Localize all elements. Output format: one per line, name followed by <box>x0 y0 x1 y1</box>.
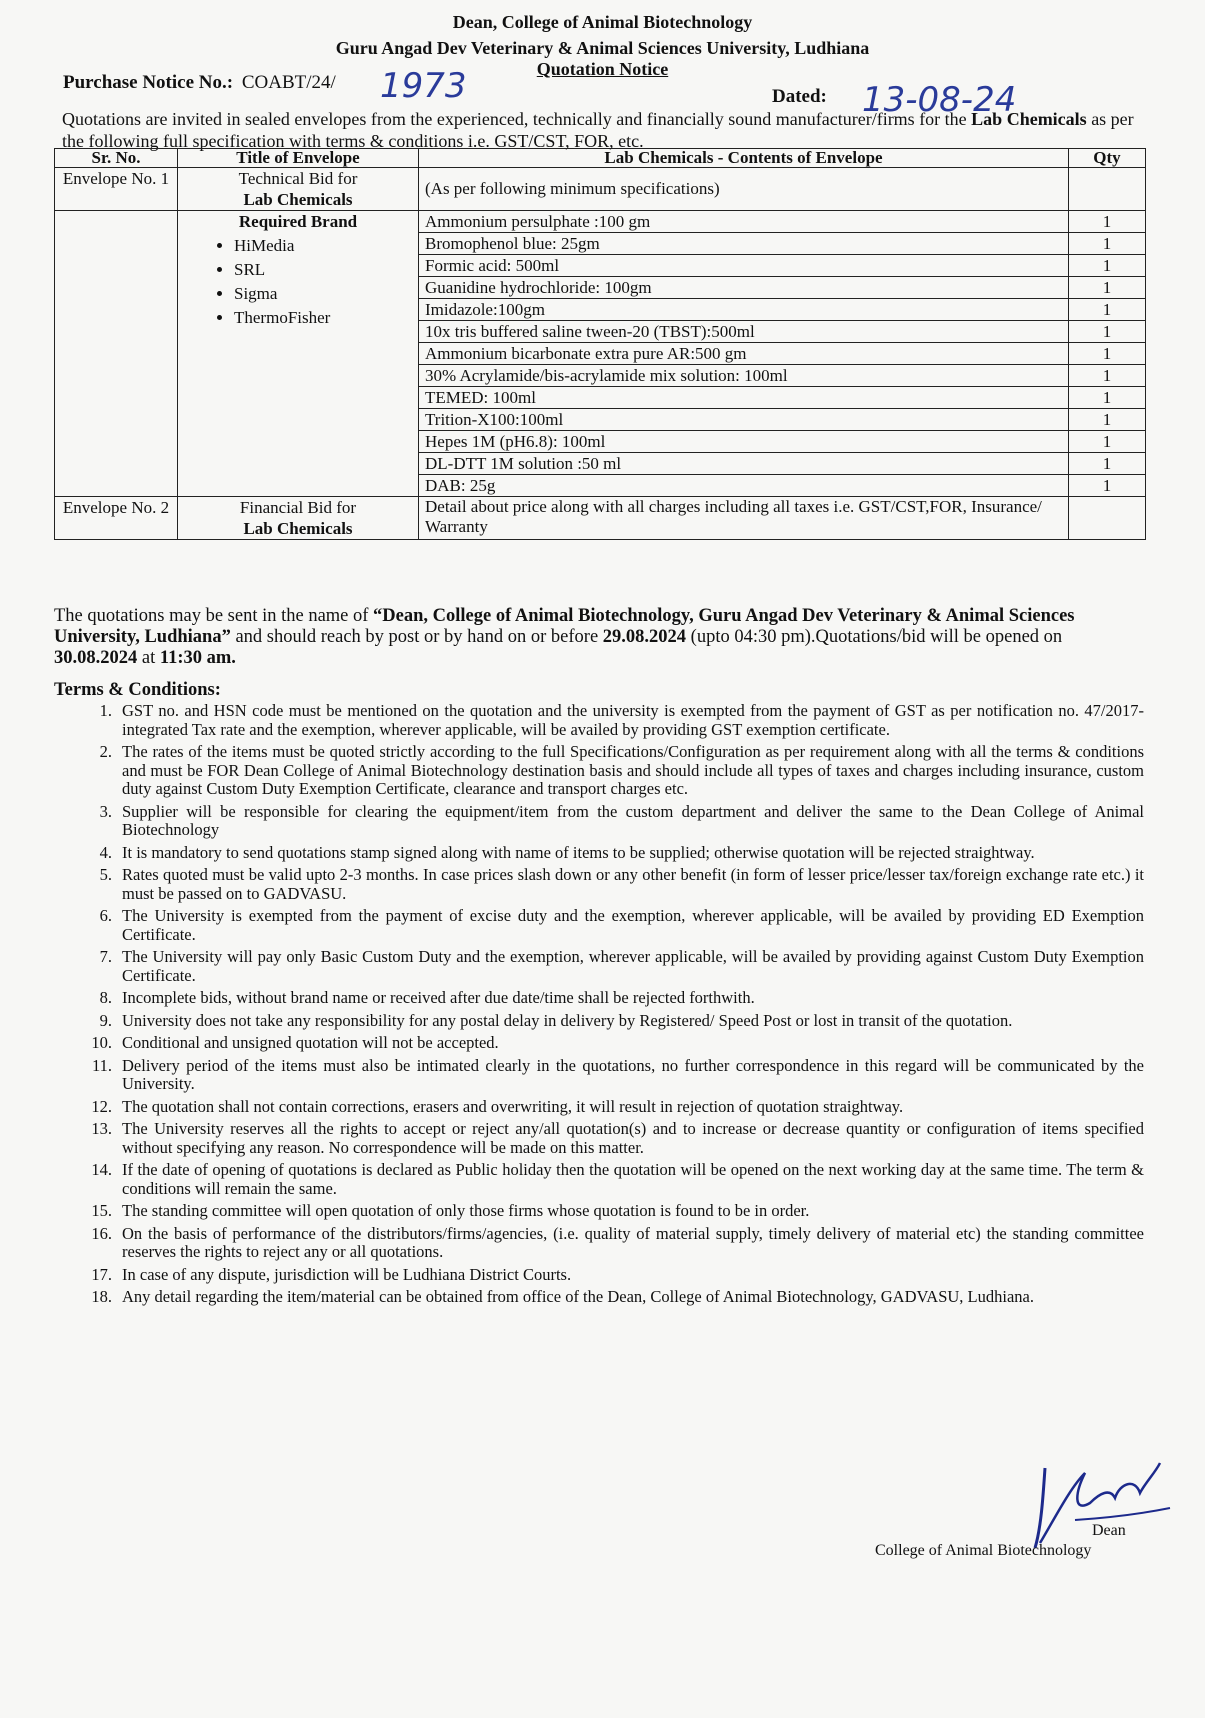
term-number: 3. <box>99 801 112 821</box>
envelope1-spec-note: (As per following minimum specifications) <box>419 168 1069 211</box>
chemical-name: TEMED: 100ml <box>419 387 1069 409</box>
envelope2-title: Financial Bid for Lab Chemicals <box>178 497 419 540</box>
term-number: 10. <box>91 1033 112 1052</box>
term-item <box>54 803 1144 840</box>
chemical-qty: 1 <box>1069 299 1146 321</box>
term-text: The University will pay only Basic Custom Duty and the exemption, wherever applicable, will be availed by providing against Custom Duty Exemption Certificate. <box>122 947 1144 985</box>
term-number: 4. <box>99 842 112 862</box>
chemical-qty: 1 <box>1069 233 1146 255</box>
envelope2-sr: Envelope No. 2 <box>55 497 178 540</box>
envelope1-title: Technical Bid for Lab Chemicals <box>178 168 419 211</box>
dated-label: Dated: <box>772 86 827 107</box>
term-text: It is mandatory to send quotations stamp signed along with name of items to be supplied; otherwise quotation will be rejected straightway. <box>122 842 1035 862</box>
term-number: 5. <box>99 865 112 884</box>
term-number: 14. <box>91 1160 112 1179</box>
document-title: Quotation Notice <box>536 59 669 79</box>
term-text: The University reserves all the rights to accept or reject any/all quotation(s) and to increase or decrease quantity or configuration of items specified without specifying any reason. No correspondence will be made on this matter. <box>122 1119 1144 1157</box>
chemical-qty: 1 <box>1069 453 1146 475</box>
table-header-row <box>55 149 1146 168</box>
chemical-name: Guanidine hydrochloride: 100gm <box>419 277 1069 299</box>
issuer-title: Dean, College of Animal Biotechnology <box>452 12 753 32</box>
term-number: 17. <box>91 1264 112 1284</box>
term-item <box>54 866 1144 903</box>
chemical-name: 10x tris buffered saline tween-20 (TBST):500ml <box>419 321 1069 343</box>
term-number: 12. <box>91 1096 112 1116</box>
chemical-name: Imidazole:100gm <box>419 299 1069 321</box>
term-item <box>54 1120 1144 1157</box>
chemical-qty: 1 <box>1069 321 1146 343</box>
term-text: If the date of opening of quotations is declared as Public holiday then the quotation will be opened on the next working day at the same time. The term & conditions will remain the same. <box>122 1160 1144 1198</box>
chemical-qty: 1 <box>1069 431 1146 453</box>
brand-item: • HiMedia <box>234 234 412 258</box>
chemical-name: 30% Acrylamide/bis-acrylamide mix solution: 100ml <box>419 365 1069 387</box>
term-item <box>54 1034 1144 1053</box>
chemical-qty: 1 <box>1069 211 1146 233</box>
university-title: Guru Angad Dev Veterinary & Animal Sciences University, Ludhiana <box>335 38 870 58</box>
chemical-qty: 1 <box>1069 409 1146 431</box>
term-number: 18. <box>91 1287 112 1306</box>
term-item <box>54 1098 1144 1117</box>
lab-chemicals-table <box>54 148 1146 540</box>
purchase-notice-value: COABT/24/ <box>241 72 336 93</box>
chemical-qty: 1 <box>1069 255 1146 277</box>
chemical-name: Ammonium bicarbonate extra pure AR:500 gm <box>419 343 1069 365</box>
term-text: On the basis of performance of the distributors/firms/agencies, (i.e. quality of material supply, timely delivery of material etc) the standing committee reserves the rights to reject any or all quotations. <box>122 1223 1144 1261</box>
terms-title: Terms & Conditions: <box>54 680 221 700</box>
col-qty: Qty <box>1069 149 1146 168</box>
term-number: 16. <box>91 1223 112 1243</box>
brand-list <box>214 234 412 330</box>
envelope1-sr: Envelope No. 1 <box>55 168 178 211</box>
term-item <box>54 989 1144 1008</box>
term-item <box>54 948 1144 985</box>
term-item <box>54 743 1144 799</box>
chemical-name: Formic acid: 500ml <box>419 255 1069 277</box>
term-text: The quotation shall not contain corrections, erasers and overwriting, it will result in rejection of quotation straightway. <box>122 1096 904 1116</box>
chemical-qty: 1 <box>1069 365 1146 387</box>
term-number: 2. <box>99 742 112 761</box>
term-text: GST no. and HSN code must be mentioned on the quotation and the university is exempted from the payment of GST as per notification no. 47/2017-integrated Tax rate and the exemption, wherever applicable, will be availed by providing GST exemption certificate. <box>122 701 1144 739</box>
term-item <box>54 1161 1144 1198</box>
term-number: 7. <box>99 947 112 966</box>
terms-list <box>54 702 1144 1311</box>
term-text: University does not take any responsibility for any postal delay in delivery by Registered/ Speed Post or lost in transit of the quotation. <box>122 1010 1013 1030</box>
handwritten-date: 13-08-24 <box>862 80 1017 120</box>
term-number: 11. <box>91 1055 112 1075</box>
term-item <box>54 1225 1144 1262</box>
term-text: The rates of the items must be quoted strictly according to the full Specifications/Configuration as per requirement along with all the terms & conditions and must be FOR Dean College of Animal Biotechnology destination basis and should include all types of taxes and charges including insurance, custom duty against Custom Duty Exemption Certificate, clearance and transport charges etc. <box>122 742 1144 798</box>
term-number: 9. <box>99 1010 112 1030</box>
brand-item: • ThermoFisher <box>234 306 412 330</box>
term-text: Delivery period of the items must also be intimated clearly in the quotations, no further correspondence in this regard will be communicated by the University. <box>122 1055 1144 1093</box>
term-text: Any detail regarding the item/material can be obtained from office of the Dean, College of Animal Biotechnology, GADVASU, Ludhiana. <box>122 1287 1034 1306</box>
term-text: Rates quoted must be valid upto 2-3 months. In case prices slash down or any other benefit (in form of lesser price/lesser tax/foreign exchange rate etc.) it must be passed on to GADVASU. <box>122 865 1144 903</box>
chemical-qty: 1 <box>1069 343 1146 365</box>
col-sr-no: Sr. No. <box>55 149 178 168</box>
required-brand-cell <box>178 211 419 497</box>
term-item <box>54 1288 1144 1307</box>
handwritten-notice-number: 1973 <box>380 66 467 106</box>
required-brand-title: Required Brand <box>238 212 358 231</box>
chemical-qty: 1 <box>1069 277 1146 299</box>
term-text: In case of any dispute, jurisdiction will be Ludhiana District Courts. <box>122 1264 572 1284</box>
chemical-name: DAB: 25g <box>419 475 1069 497</box>
term-item <box>54 1057 1144 1094</box>
envelope1-row <box>55 168 1146 211</box>
purchase-notice-label: Purchase Notice No.: <box>63 72 234 93</box>
chemical-item-row <box>55 211 1146 233</box>
envelope2-content: Detail about price along with all charges including all taxes i.e. GST/CST,FOR, Insurance/ Warranty <box>419 497 1069 540</box>
intro-paragraph: Quotations are invited in sealed envelopes from the experienced, technically and financially sound manufacturer/firms for the Lab Chemicals as per the following full specification with terms & conditions i.e. GST/CST, FOR, etc. <box>62 109 1134 151</box>
chemical-qty: 1 <box>1069 475 1146 497</box>
brand-item: • Sigma <box>234 282 412 306</box>
chemical-name: Ammonium persulphate :100 gm <box>419 211 1069 233</box>
term-number: 6. <box>99 906 112 925</box>
col-contents: Lab Chemicals - Contents of Envelope <box>419 149 1069 168</box>
term-text: Supplier will be responsible for clearing the equipment/item from the custom department and deliver the same to the Dean College of Animal Biotechnology <box>122 801 1144 839</box>
submission-paragraph: The quotations may be sent in the name of “Dean, College of Animal Biotechnology, Guru Angad Dev Veterinary & Animal Sciences University, Ludhiana” and should reach by post or by hand on or before 29.08.2024 (upto 04:30 pm).Quotations/bid will be opened on 30.08.2024 at 11:30 am. <box>54 606 1075 668</box>
term-item <box>54 844 1144 863</box>
envelope2-qty <box>1069 497 1146 540</box>
term-number: 13. <box>91 1119 112 1138</box>
term-item <box>54 907 1144 944</box>
term-number: 1. <box>99 701 112 720</box>
signatory-title: Dean <box>1092 1522 1126 1539</box>
chemical-name: Bromophenol blue: 25gm <box>419 233 1069 255</box>
term-text: The University is exempted from the payment of excise duty and the exemption, wherever applicable, will be availed by providing ED Exemption Certificate. <box>122 906 1144 944</box>
term-text: Conditional and unsigned quotation will not be accepted. <box>122 1033 499 1052</box>
term-item <box>54 1266 1144 1285</box>
term-text: The standing committee will open quotation of only those firms whose quotation is found to be in order. <box>122 1201 810 1220</box>
col-title: Title of Envelope <box>178 149 419 168</box>
term-text: Incomplete bids, without brand name or received after due date/time shall be rejected forthwith. <box>122 988 755 1007</box>
brand-item: • SRL <box>234 258 412 282</box>
term-number: 15. <box>91 1201 112 1220</box>
chemical-name: DL-DTT 1M solution :50 ml <box>419 453 1069 475</box>
envelope2-row <box>55 497 1146 540</box>
chemical-qty: 1 <box>1069 387 1146 409</box>
term-item <box>54 1012 1144 1031</box>
term-number: 8. <box>99 988 112 1007</box>
purchase-notice-number <box>63 72 336 94</box>
chemical-name: Hepes 1M (pH6.8): 100ml <box>419 431 1069 453</box>
term-item <box>54 1202 1144 1221</box>
chemical-name: Trition-X100:100ml <box>419 409 1069 431</box>
term-item <box>54 702 1144 739</box>
signatory-college: College of Animal Biotechnology <box>875 1542 1092 1559</box>
